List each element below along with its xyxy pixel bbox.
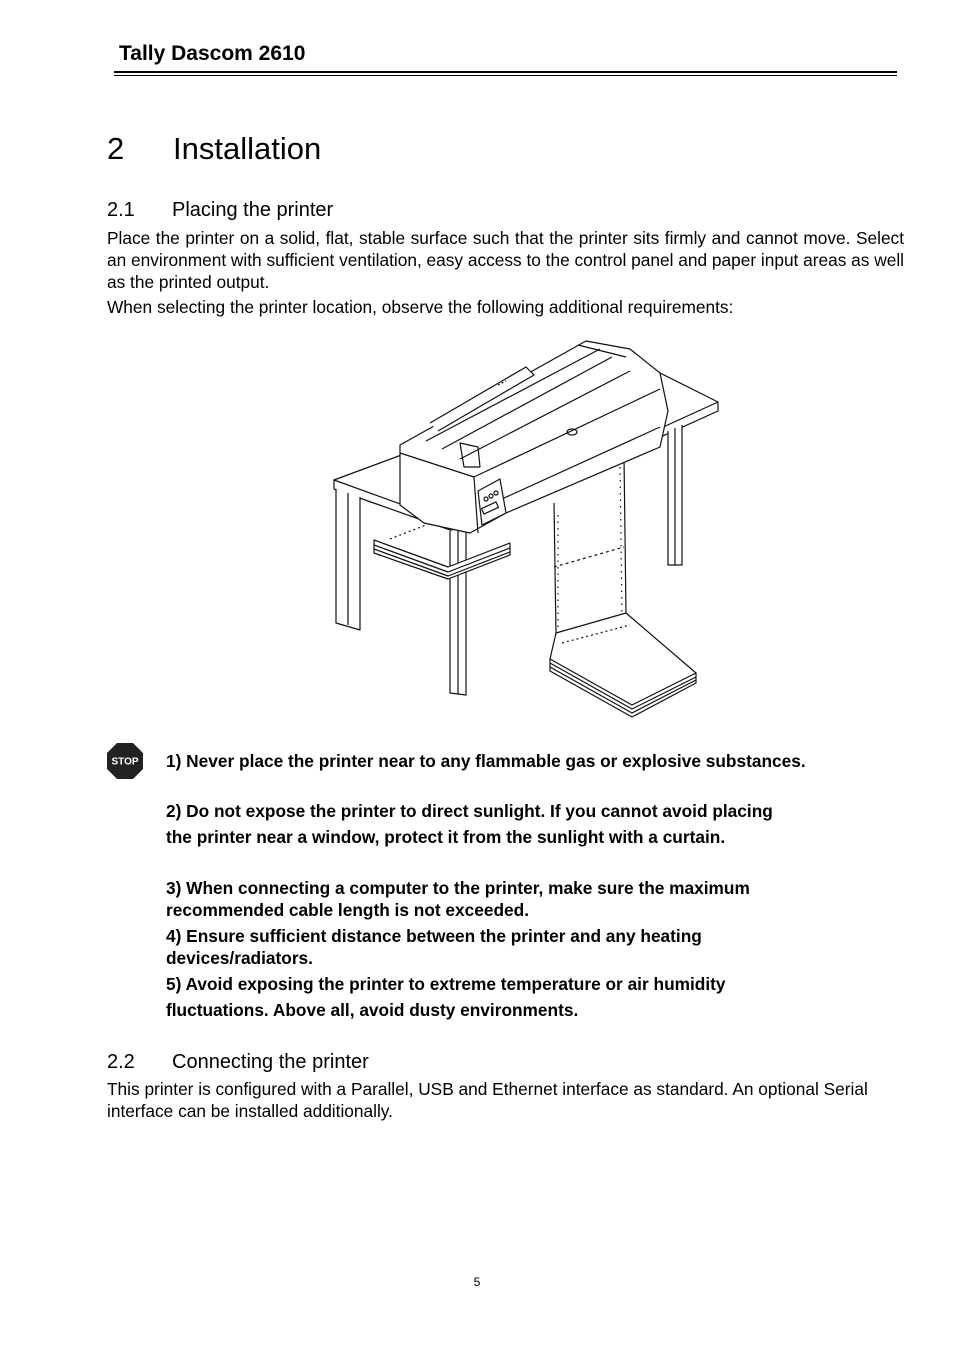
running-header: Tally Dascom 2610	[119, 42, 306, 65]
header-rule	[114, 71, 897, 73]
section-heading-2-2	[107, 1051, 369, 1074]
section-number: 2.1	[107, 199, 135, 221]
chapter-title: Installation	[173, 131, 322, 166]
warning-item: 4) Ensure sufficient distance between the printer and any heating devices/radiators.	[166, 926, 702, 968]
section-number: 2.2	[107, 1051, 135, 1073]
section-title: Placing the printer	[172, 199, 334, 221]
header-rule-thin	[114, 75, 897, 76]
stop-sign-icon	[106, 742, 144, 780]
stop-sign-label: STOP	[111, 756, 139, 768]
warning-item: 3) When connecting a computer to the printer, make sure the maximum recommended cable length is not exceeded.	[166, 878, 750, 920]
chapter-heading	[107, 131, 321, 167]
warning-item: 2) Do not expose the printer to direct sunlight. If you cannot avoid placing the printer near a window, protect it from the sunlight with a curtain.	[166, 801, 773, 847]
warning-item: 5) Avoid exposing the printer to extreme temperature or air humidity fluctuations. Above all, avoid dusty environments.	[166, 974, 726, 1020]
chapter-number: 2	[107, 131, 125, 166]
warning-item: 1) Never place the printer near to any flammable gas or explosive substances.	[166, 751, 806, 771]
paragraph-placement: Place the printer on a solid, flat, stable surface such that the printer sits firmly and cannot move. Select an environment with sufficient ventilation, easy access to the control panel and paper input areas as well as the printed output.	[107, 228, 905, 292]
printer-on-table-illustration	[330, 327, 722, 721]
paragraph-requirements-intro: When selecting the printer location, observe the following additional requirements:	[107, 297, 734, 317]
page-number: 5	[473, 1275, 481, 1289]
section-heading-2-1	[107, 199, 333, 222]
paragraph-interfaces: This printer is configured with a Parallel, USB and Ethernet interface as standard. An optional Serial interface can be installed additionally.	[107, 1079, 868, 1121]
section-title: Connecting the printer	[172, 1051, 369, 1073]
